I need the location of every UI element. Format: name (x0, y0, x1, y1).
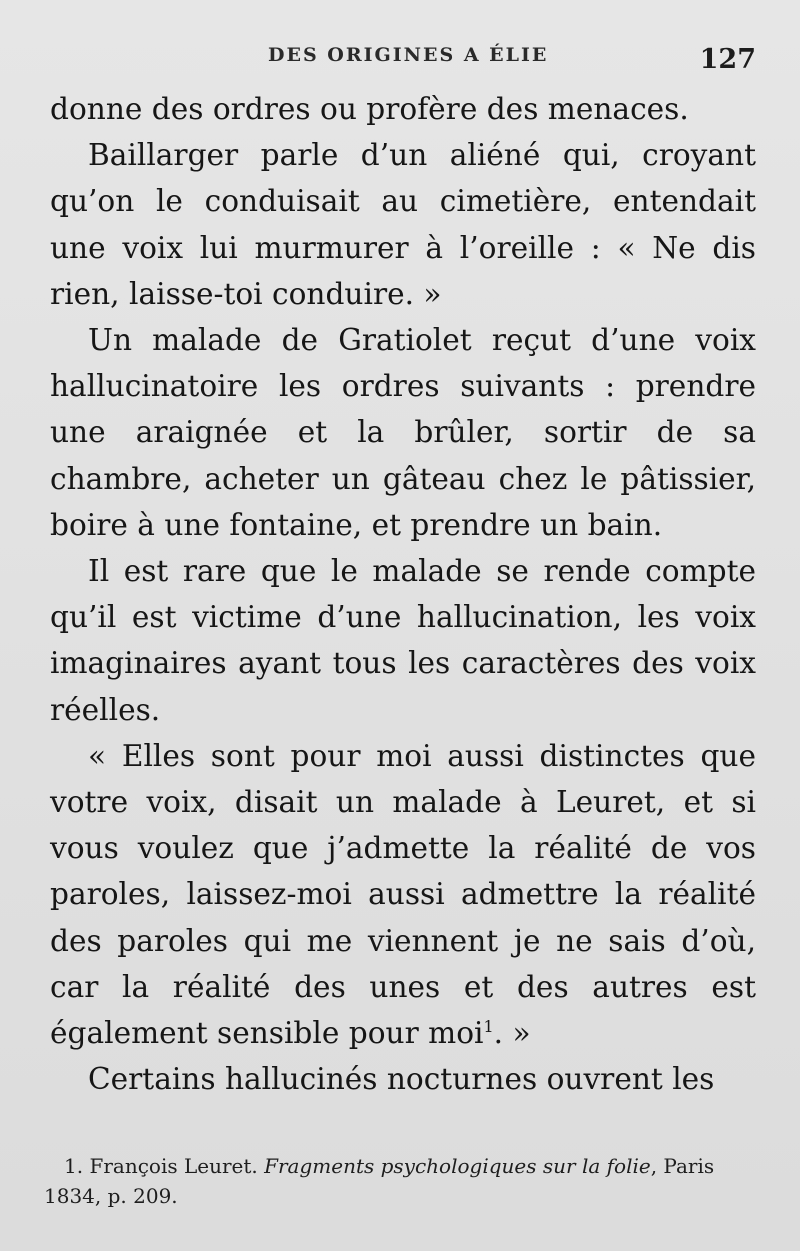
running-head: DES ORIGINES A ÉLIE (268, 44, 549, 66)
footnote-title: Fragments psychologiques sur la folie (264, 1154, 651, 1178)
paragraph-with-footnote (50, 733, 756, 1056)
paragraph: Il est rare que le malade se rende compte qu’il est victime d’une hallucination, les voix imaginaires ayant tous les caractères des voix réelles. (50, 554, 756, 727)
body-text (50, 86, 756, 1102)
paragraph-tail: . » (493, 1016, 531, 1051)
paragraph-text: « Elles sont pour moi aussi distinctes que votre voix, disait un malade à Leuret, et si vous voulez que j’admette la réalité de vos paroles, laissez-moi aussi admettre la réalité des paroles qui me viennent je ne sais d’où, car la réalité des unes et des autres est également sensible pour moi (50, 738, 756, 1051)
footnote-author: François Leuret. (89, 1154, 258, 1178)
paragraph: Baillarger parle d’un aliéné qui, croyant qu’on le conduisait au cimetière, entendait une voix lui murmurer à l’oreille : « Ne dis rien, laisse-toi conduire. » (50, 138, 756, 311)
paragraph: donne des ordres ou profère des menaces. (50, 92, 689, 126)
footnote (44, 1151, 754, 1211)
footnote-details: , Paris 1834, p. 209. (44, 1154, 715, 1208)
paragraph: Certains hallucinés nocturnes ouvrent les (88, 1062, 715, 1097)
footnote-reference[interactable]: 1 (483, 1017, 494, 1037)
footnote-number: 1. (64, 1154, 84, 1178)
paragraph: Un malade de Gratiolet reçut d’une voix hallucinatoire les ordres suivants : prendre une araignée et la brûler, sortir de sa chambre, acheter un gâteau chez le pâtissier, boire à une fontaine, et prendre un bain. (50, 323, 756, 542)
page-number: 127 (699, 44, 756, 75)
